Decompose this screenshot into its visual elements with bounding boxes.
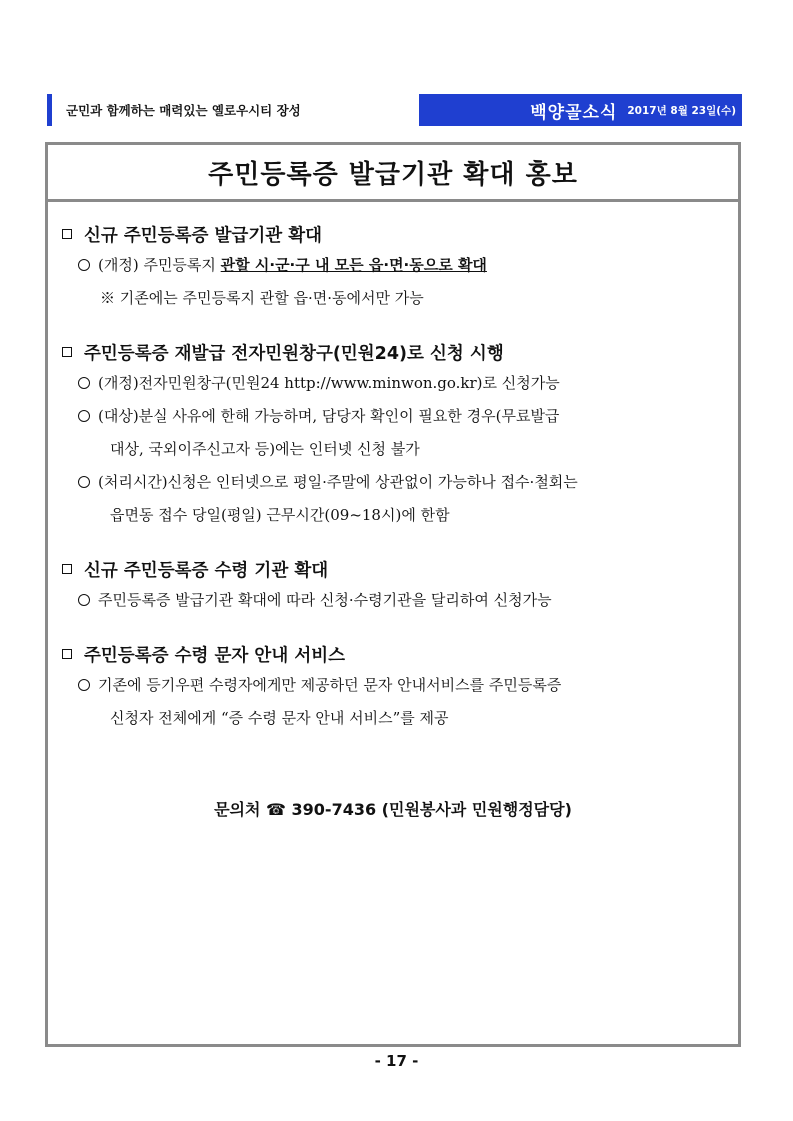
circle-bullet-icon [78,476,90,488]
item-text-continued: 읍면동 접수 당일(평일) 근무시간(09~18시)에 한함 [110,506,450,524]
page-number: - 17 - [374,1052,419,1070]
circle-bullet-icon [78,679,90,691]
item-text-continued: 신청자 전체에게 “증 수령 문자 안내 서비스”를 제공 [110,709,449,727]
section-heading-text: 신규 주민등록증 수령 기관 확대 [84,560,329,581]
section-heading-text: 주민등록증 재발급 전자민원창구(민원24)로 신청 시행 [84,343,504,364]
list-item [62,367,726,400]
section-heading [62,639,726,669]
item-text: 기존에 등기우편 수령자에게만 제공하던 문자 안내서비스를 주민등록증 [98,676,562,694]
section-heading [62,337,726,367]
list-item [62,400,726,466]
item-text-continued: 대상, 국외이주신고자 등)에는 인터넷 신청 불가 [110,440,420,458]
item-text: (대상)분실 사유에 한해 가능하며, 담당자 확인이 필요한 경우(무료발급 [98,407,560,425]
list-item [62,669,726,735]
article-title: 주민등록증 발급기관 확대 홍보 [48,145,738,202]
list-item [62,249,726,282]
contact-info: 문의처 ☎ 390-7436 (민원봉사과 민원행정담당) [214,800,572,819]
note-text: ※ 기존에는 주민등록지 관할 읍·면·동에서만 가능 [100,289,424,307]
item-text: (처리시간)신청은 인터넷으로 평일·주말에 상관없이 가능하나 접수·철회는 [98,473,578,491]
circle-bullet-icon [78,377,90,389]
circle-bullet-icon [78,594,90,606]
header-slogan: 군민과 함께하는 매력있는 옐로우시티 장성 [47,94,419,126]
square-bullet-icon [62,347,72,357]
circle-bullet-icon [78,259,90,271]
header-banner [419,94,742,126]
article-content [62,219,726,735]
section-heading-text: 주민등록증 수령 문자 안내 서비스 [84,645,346,666]
article-box [45,142,741,1047]
issue-date: 2017년 8월 23일(수) [627,104,736,117]
item-text: (개정) 주민등록지 [98,256,221,274]
item-emphasis: 관할 시·군·구 내 모든 읍·면·동으로 확대 [220,256,487,274]
square-bullet-icon [62,229,72,239]
newsletter-name: 백양골소식 [530,102,618,123]
item-text: (개정)전자민원창구(민원24 http://www.minwon.go.kr)로 신청가능 [98,374,560,392]
list-item [62,584,726,617]
section-heading-text: 신규 주민등록증 발급기관 확대 [84,225,323,246]
section-heading [62,554,726,584]
square-bullet-icon [62,564,72,574]
page-header [47,94,742,126]
item-text: 주민등록증 발급기관 확대에 따라 신청·수령기관을 달리하여 신청가능 [98,591,552,609]
circle-bullet-icon [78,410,90,422]
square-bullet-icon [62,649,72,659]
list-item [62,466,726,532]
section-heading [62,219,726,249]
